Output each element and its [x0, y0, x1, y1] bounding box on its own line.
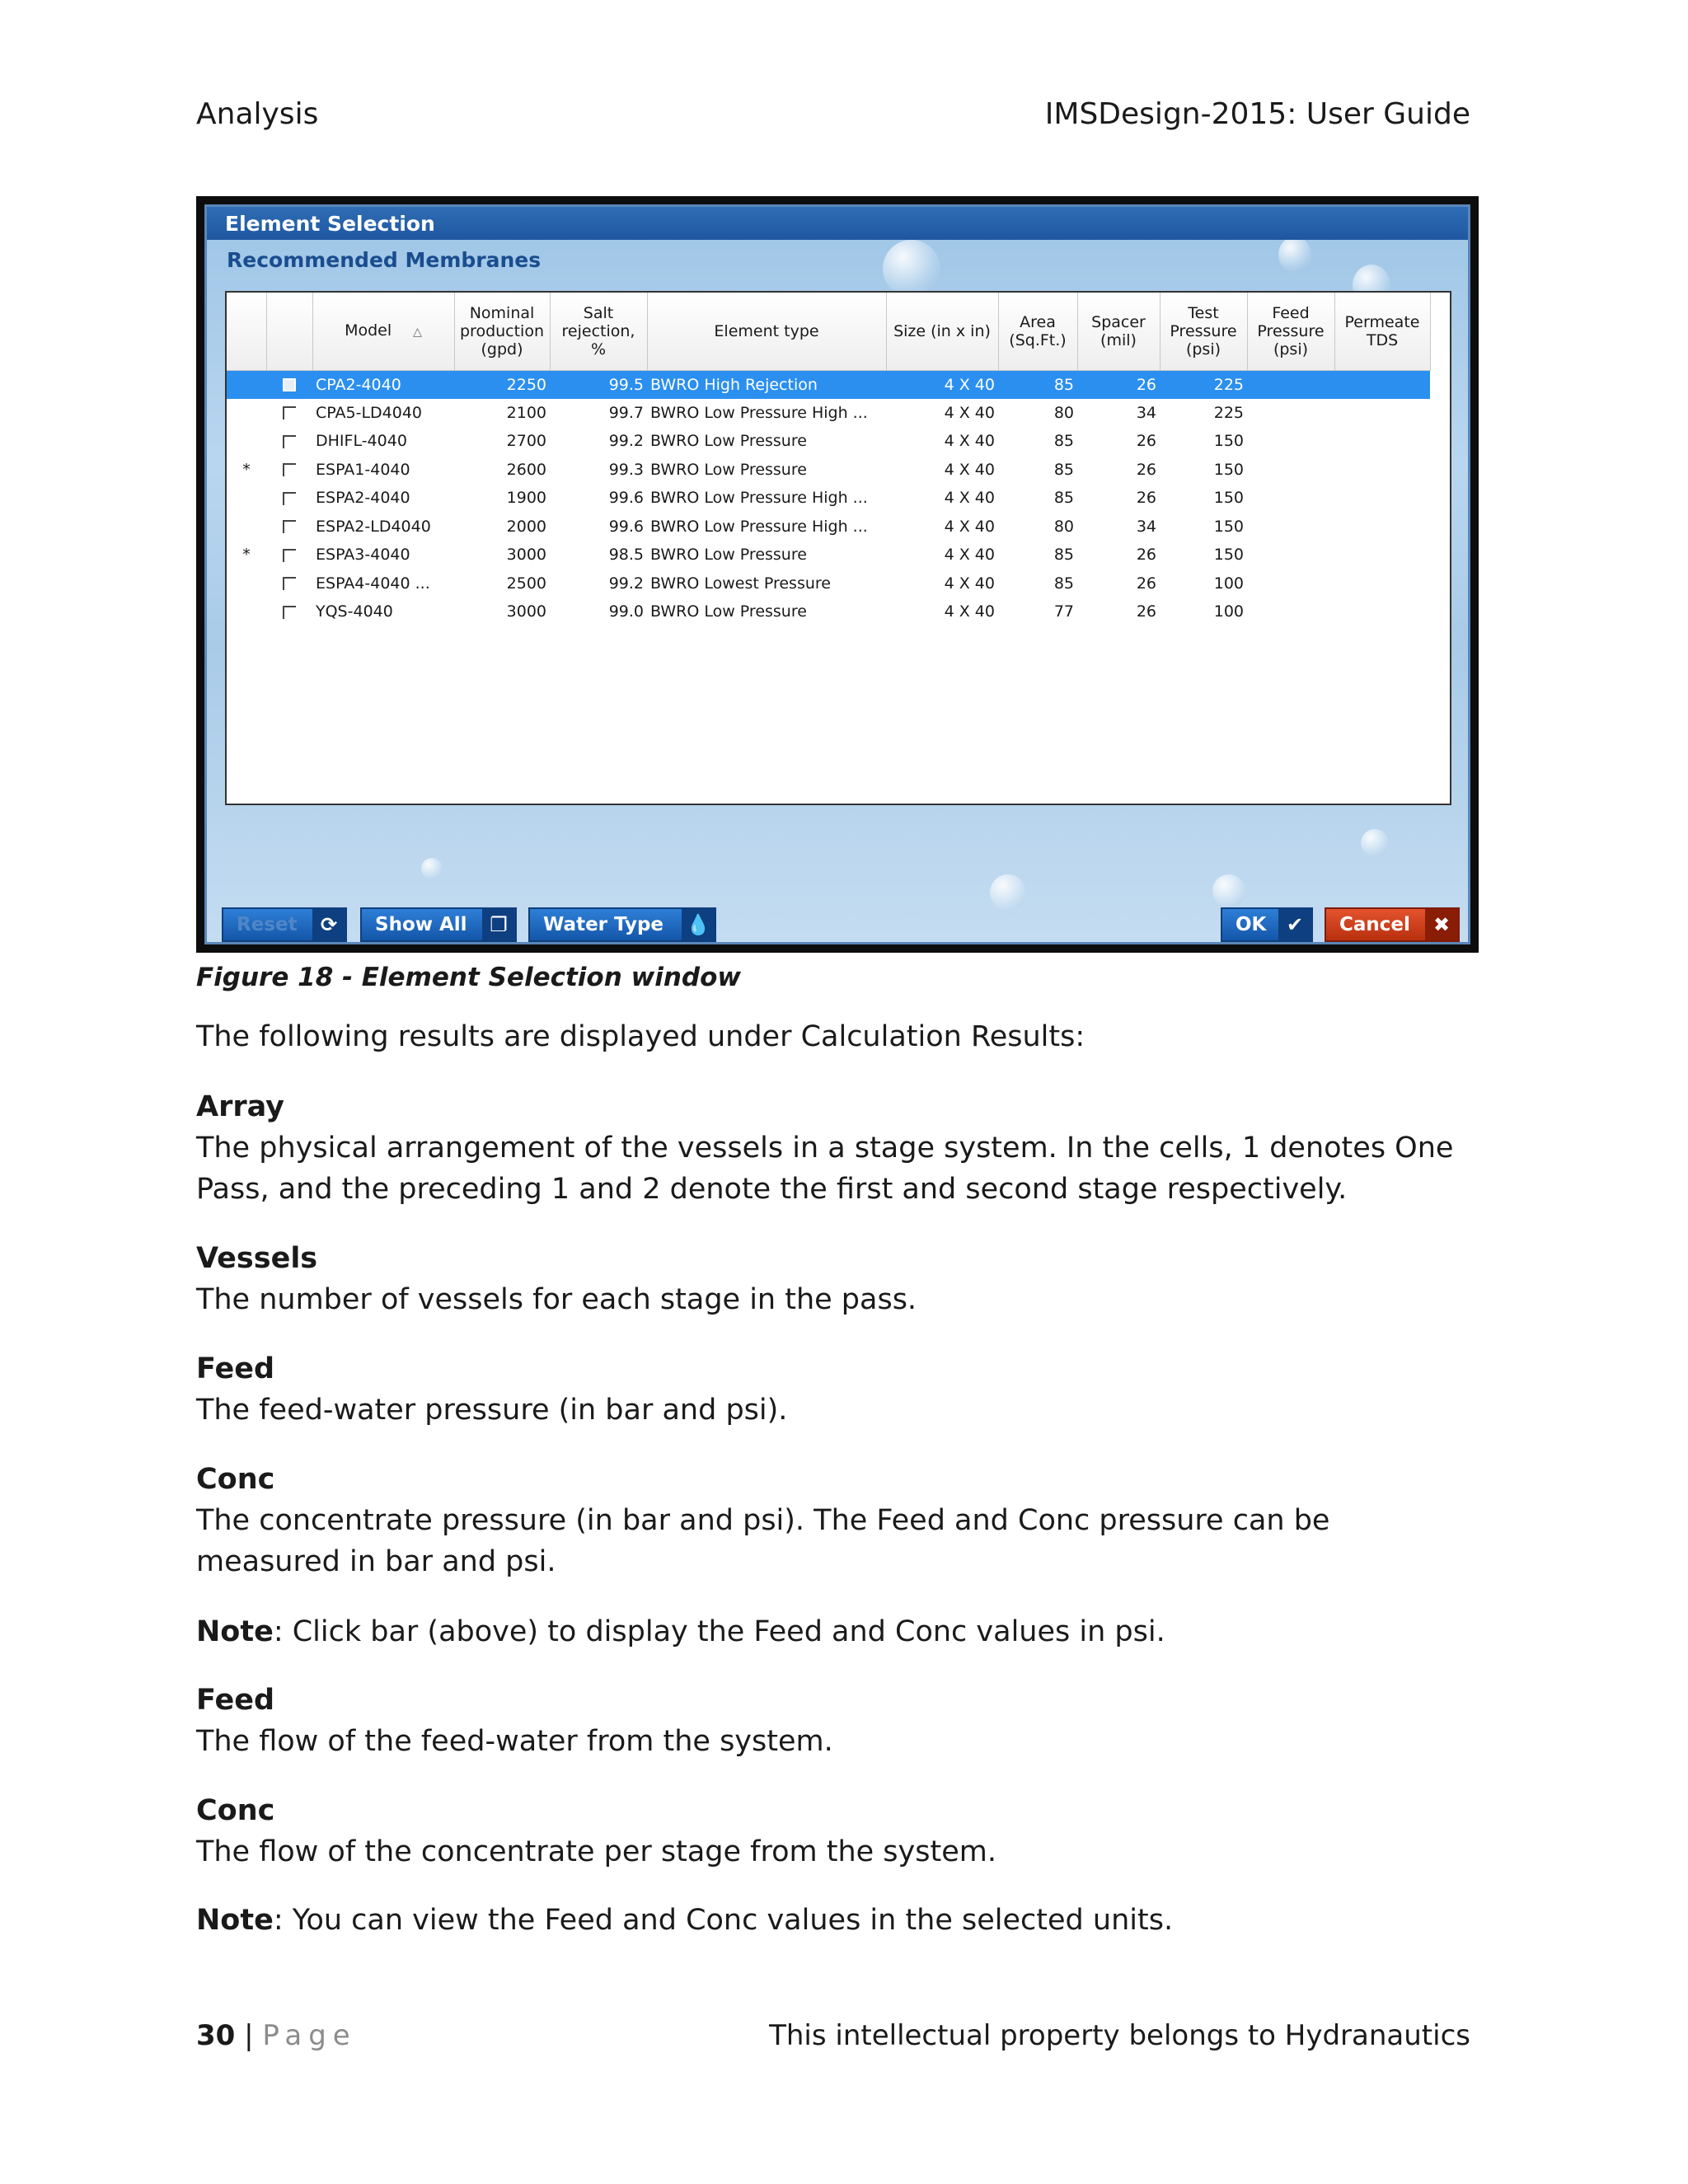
- cell-feed-pressure: [1247, 427, 1334, 456]
- copy-icon: ❐: [482, 909, 515, 940]
- cell-test-pressure: 150: [1213, 432, 1244, 451]
- cell-spacer: 26: [1136, 546, 1156, 565]
- cell-test-pressure: 225: [1160, 370, 1247, 399]
- cell-area: 85: [1053, 574, 1074, 593]
- cell-feed-pressure: [1247, 513, 1334, 541]
- row-checkbox[interactable]: [266, 456, 312, 485]
- cell-size: 4 X 40: [944, 517, 995, 536]
- close-icon: ✖: [1425, 909, 1458, 940]
- cell-feed-pressure: [1247, 569, 1334, 598]
- checkbox[interactable]: [283, 435, 296, 448]
- refresh-icon: ⟳: [312, 909, 345, 940]
- cell-rejection: 99.6: [608, 517, 644, 536]
- window-subtitle: Recommended Membranes: [227, 248, 542, 272]
- section-title: Vessels: [196, 1242, 318, 1275]
- window-title: Element Selection: [225, 212, 435, 236]
- cell-spacer: 34: [1136, 517, 1156, 536]
- table-row[interactable]: [227, 513, 1430, 541]
- section-array: [196, 1086, 1482, 1210]
- row-checkbox[interactable]: [266, 399, 312, 428]
- cell-rejection: 99.5: [550, 370, 647, 399]
- checkbox[interactable]: [283, 520, 296, 533]
- water-drop-decoration: [990, 874, 1026, 911]
- cell-area: 85: [1053, 432, 1074, 451]
- cell-production: 3000: [506, 546, 546, 565]
- cell-size: 4 X 40: [944, 460, 995, 479]
- column-header-type[interactable]: Element type: [647, 293, 886, 370]
- column-header[interactable]: [227, 293, 266, 370]
- section-body: The flow of the feed-water from the system.: [196, 1725, 833, 1758]
- cell-permeate-tds: [1334, 399, 1430, 428]
- cell-test-pressure: 150: [1213, 460, 1244, 479]
- water-drop-decoration: [421, 858, 443, 879]
- cell-area: 77: [1053, 602, 1074, 621]
- section-title: Conc: [196, 1794, 275, 1827]
- cell-spacer: 26: [1136, 489, 1156, 508]
- section-conc-pressure: [196, 1459, 1482, 1582]
- page-footer: [196, 2019, 1470, 2052]
- window-titlebar: [207, 207, 1468, 240]
- row-checkbox[interactable]: [266, 427, 312, 456]
- cell-rejection: 98.5: [608, 546, 644, 565]
- page-word: Page: [262, 2019, 357, 2052]
- cell-test-pressure: 150: [1213, 546, 1244, 565]
- cell-production: 2500: [506, 574, 546, 593]
- cell-type: BWRO Low Pressure: [650, 602, 807, 621]
- cell-rejection: 99.2: [608, 432, 644, 451]
- water-type-button[interactable]: Water Type 💧: [528, 907, 716, 942]
- row-checkbox[interactable]: [266, 541, 312, 569]
- cell-type: BWRO Low Pressure: [650, 460, 807, 479]
- water-drop-decoration: [1212, 874, 1245, 907]
- note-paragraph: [196, 1900, 1482, 1941]
- cell-size: 4 X 40: [944, 546, 995, 565]
- cell-permeate-tds: [1334, 541, 1430, 569]
- element-selection-window: [204, 204, 1470, 944]
- cell-production: 3000: [506, 602, 546, 621]
- water-drop-decoration: [1361, 829, 1389, 857]
- show-all-button[interactable]: Show All ❐: [360, 907, 517, 942]
- section-body: The number of vessels for each stage in the pass.: [196, 1283, 917, 1316]
- column-header-permeate-tds[interactable]: Permeate TDS: [1334, 293, 1430, 370]
- cell-production: 2250: [454, 370, 550, 399]
- cell-feed-pressure: [1247, 484, 1334, 513]
- checkbox[interactable]: [283, 492, 296, 505]
- section-title: Feed: [196, 1352, 275, 1385]
- cell-size: 4 X 40: [944, 489, 995, 508]
- cell-permeate-tds: [1334, 569, 1430, 598]
- cell-permeate-tds: [1334, 513, 1430, 541]
- cell-feed-pressure: [1247, 598, 1334, 626]
- cancel-button[interactable]: Cancel ✖: [1325, 907, 1460, 942]
- ok-button[interactable]: OK ✔: [1221, 907, 1313, 942]
- row-flag: *: [242, 460, 251, 479]
- row-flag: [227, 427, 266, 456]
- page-header: [196, 97, 1470, 138]
- cell-spacer: 26: [1077, 370, 1160, 399]
- cell-permeate-tds: [1334, 484, 1430, 513]
- cell-production: 2600: [506, 460, 546, 479]
- cell-production: 2100: [506, 403, 546, 422]
- checkbox[interactable]: [283, 606, 296, 619]
- row-flag: [227, 569, 266, 598]
- cell-production: 2000: [506, 517, 546, 536]
- section-title: Conc: [196, 1463, 275, 1496]
- table-row[interactable]: [227, 569, 1430, 598]
- column-header-feed-pressure[interactable]: Feed Pressure (psi): [1247, 293, 1334, 370]
- figure-caption: Figure 18 - Element Selection window: [196, 963, 742, 992]
- cell-type: BWRO Low Pressure: [650, 432, 807, 451]
- cell-test-pressure: 100: [1213, 574, 1244, 593]
- column-header-size[interactable]: Size (in x in): [886, 293, 998, 370]
- cell-spacer: 26: [1136, 432, 1156, 451]
- header-doc-title: IMSDesign-2015: User Guide: [1044, 97, 1470, 131]
- column-header-spacer[interactable]: Spacer (mil): [1077, 293, 1160, 370]
- cell-area: 85: [1053, 489, 1074, 508]
- water-drop-decoration: [1278, 237, 1311, 273]
- page-number: 30: [196, 2019, 236, 2052]
- cell-rejection: 99.6: [608, 489, 644, 508]
- cell-feed-pressure: [1247, 456, 1334, 485]
- table-row[interactable]: [227, 456, 1430, 485]
- cell-model: ESPA1-4040: [316, 460, 410, 479]
- footer-copyright: This intellectual property belongs to Hydranautics: [769, 2019, 1470, 2052]
- checkbox[interactable]: [283, 406, 296, 419]
- water-drop-decoration: [883, 240, 940, 298]
- cell-spacer: 26: [1136, 574, 1156, 593]
- footer-separator: |: [235, 2019, 263, 2052]
- cell-size: 4 X 40: [886, 370, 998, 399]
- cell-size: 4 X 40: [944, 574, 995, 593]
- cell-model: ESPA3-4040: [316, 546, 410, 565]
- cell-spacer: 26: [1136, 602, 1156, 621]
- checkbox[interactable]: [283, 378, 296, 391]
- reset-button[interactable]: Reset ⟳: [222, 907, 347, 942]
- section-feed-flow: [196, 1680, 1482, 1762]
- row-flag: [227, 513, 266, 541]
- cell-model: CPA5-LD4040: [316, 403, 423, 422]
- section-feed-pressure: [196, 1348, 1482, 1431]
- column-header-test-pressure[interactable]: Test Pressure (psi): [1160, 293, 1247, 370]
- column-header-area[interactable]: Area (Sq.Ft.): [998, 293, 1077, 370]
- row-checkbox[interactable]: [266, 513, 312, 541]
- cell-type: BWRO Lowest Pressure: [650, 574, 831, 593]
- table-row[interactable]: [227, 598, 1430, 626]
- section-body: The feed-water pressure (in bar and psi).: [196, 1394, 788, 1427]
- cell-model: YQS-4040: [316, 602, 393, 621]
- checkbox[interactable]: [283, 463, 296, 476]
- sort-ascending-icon: △: [413, 325, 422, 339]
- cell-rejection: 99.2: [608, 574, 644, 593]
- cell-production: 1900: [506, 489, 546, 508]
- membrane-table: [227, 293, 1431, 626]
- table-row[interactable]: [227, 484, 1430, 513]
- cell-area: 80: [1053, 517, 1074, 536]
- section-title: Array: [196, 1090, 284, 1123]
- row-checkbox[interactable]: [266, 598, 312, 626]
- section-vessels: [196, 1238, 1482, 1320]
- check-icon: ✔: [1278, 909, 1311, 940]
- checkbox[interactable]: [283, 549, 296, 562]
- column-header-production[interactable]: Nominal production (gpd): [454, 293, 550, 370]
- note-text: : You can view the Feed and Conc values in the selected units.: [273, 1904, 1174, 1937]
- row-flag: [227, 370, 266, 399]
- row-checkbox[interactable]: [266, 569, 312, 598]
- row-checkbox[interactable]: [266, 484, 312, 513]
- cell-type: BWRO Low Pressure High ...: [650, 489, 868, 508]
- cell-test-pressure: 100: [1213, 602, 1244, 621]
- cell-test-pressure: 150: [1213, 517, 1244, 536]
- section-title: Feed: [196, 1684, 275, 1717]
- column-header[interactable]: [266, 293, 312, 370]
- section-body: The flow of the concentrate per stage from the system.: [196, 1835, 996, 1868]
- row-flag: [227, 399, 266, 428]
- cell-model: CPA2-4040: [312, 370, 454, 399]
- row-flag: [227, 484, 266, 513]
- cell-type: BWRO Low Pressure High ...: [650, 403, 868, 422]
- cell-spacer: 34: [1136, 403, 1156, 422]
- table-header-row: [227, 293, 1430, 370]
- cell-model: ESPA2-4040: [316, 489, 410, 508]
- row-flag: [227, 598, 266, 626]
- cell-permeate-tds: [1334, 456, 1430, 485]
- cell-production: 2700: [506, 432, 546, 451]
- cell-size: 4 X 40: [944, 602, 995, 621]
- column-header-rejection[interactable]: Salt rejection, %: [550, 293, 647, 370]
- cell-feed-pressure: [1247, 399, 1334, 428]
- drop-icon: 💧: [682, 909, 715, 940]
- section-body: The physical arrangement of the vessels in a stage system. In the cells, 1 denotes One Pass, and the preceding 1 and 2 denote the first and second stage respectively.: [196, 1132, 1454, 1206]
- cell-type: BWRO Low Pressure: [650, 546, 807, 565]
- cell-type: BWRO Low Pressure High ...: [650, 517, 868, 536]
- cell-area: 85: [998, 370, 1077, 399]
- checkbox[interactable]: [283, 577, 296, 590]
- intro-paragraph: The following results are displayed under Calculation Results:: [196, 1020, 1085, 1053]
- note-label: Note: [196, 1904, 274, 1937]
- cell-permeate-tds: [1334, 427, 1430, 456]
- cell-area: 80: [1053, 403, 1074, 422]
- cell-test-pressure: 150: [1213, 489, 1244, 508]
- element-selection-screenshot: [196, 196, 1479, 953]
- cell-model: ESPA2-LD4040: [316, 517, 431, 536]
- cell-spacer: 26: [1136, 460, 1156, 479]
- cell-permeate-tds: [1334, 370, 1430, 399]
- cell-permeate-tds: [1334, 598, 1430, 626]
- cell-type: BWRO High Rejection: [647, 370, 886, 399]
- cell-rejection: 99.7: [608, 403, 644, 422]
- row-flag: *: [242, 546, 251, 565]
- header-section-title: Analysis: [196, 97, 319, 131]
- cell-feed-pressure: [1247, 541, 1334, 569]
- section-body: The concentrate pressure (in bar and psi). The Feed and Conc pressure can be measured in bar and psi.: [196, 1504, 1330, 1578]
- section-conc-flow: [196, 1790, 1482, 1872]
- cell-area: 85: [1053, 546, 1074, 565]
- cell-rejection: 99.0: [608, 602, 644, 621]
- cell-size: 4 X 40: [944, 432, 995, 451]
- note-paragraph: [196, 1611, 1482, 1652]
- cell-feed-pressure: [1247, 370, 1334, 399]
- cell-area: 85: [1053, 460, 1074, 479]
- table-row[interactable]: [227, 370, 1430, 399]
- note-text: : Click bar (above) to display the Feed and Conc values in psi.: [273, 1615, 1165, 1648]
- table-row[interactable]: [227, 427, 1430, 456]
- column-header-model[interactable]: Model △: [312, 293, 454, 370]
- table-row[interactable]: [227, 399, 1430, 428]
- note-label: Note: [196, 1615, 274, 1648]
- cell-model: DHIFL-4040: [316, 432, 407, 451]
- table-row[interactable]: [227, 541, 1430, 569]
- cell-test-pressure: 225: [1213, 403, 1244, 422]
- membrane-grid[interactable]: [225, 291, 1451, 805]
- cell-model: ESPA4-4040 ...: [316, 574, 430, 593]
- row-checkbox[interactable]: [266, 370, 312, 399]
- cell-rejection: 99.3: [608, 460, 644, 479]
- cell-size: 4 X 40: [944, 403, 995, 422]
